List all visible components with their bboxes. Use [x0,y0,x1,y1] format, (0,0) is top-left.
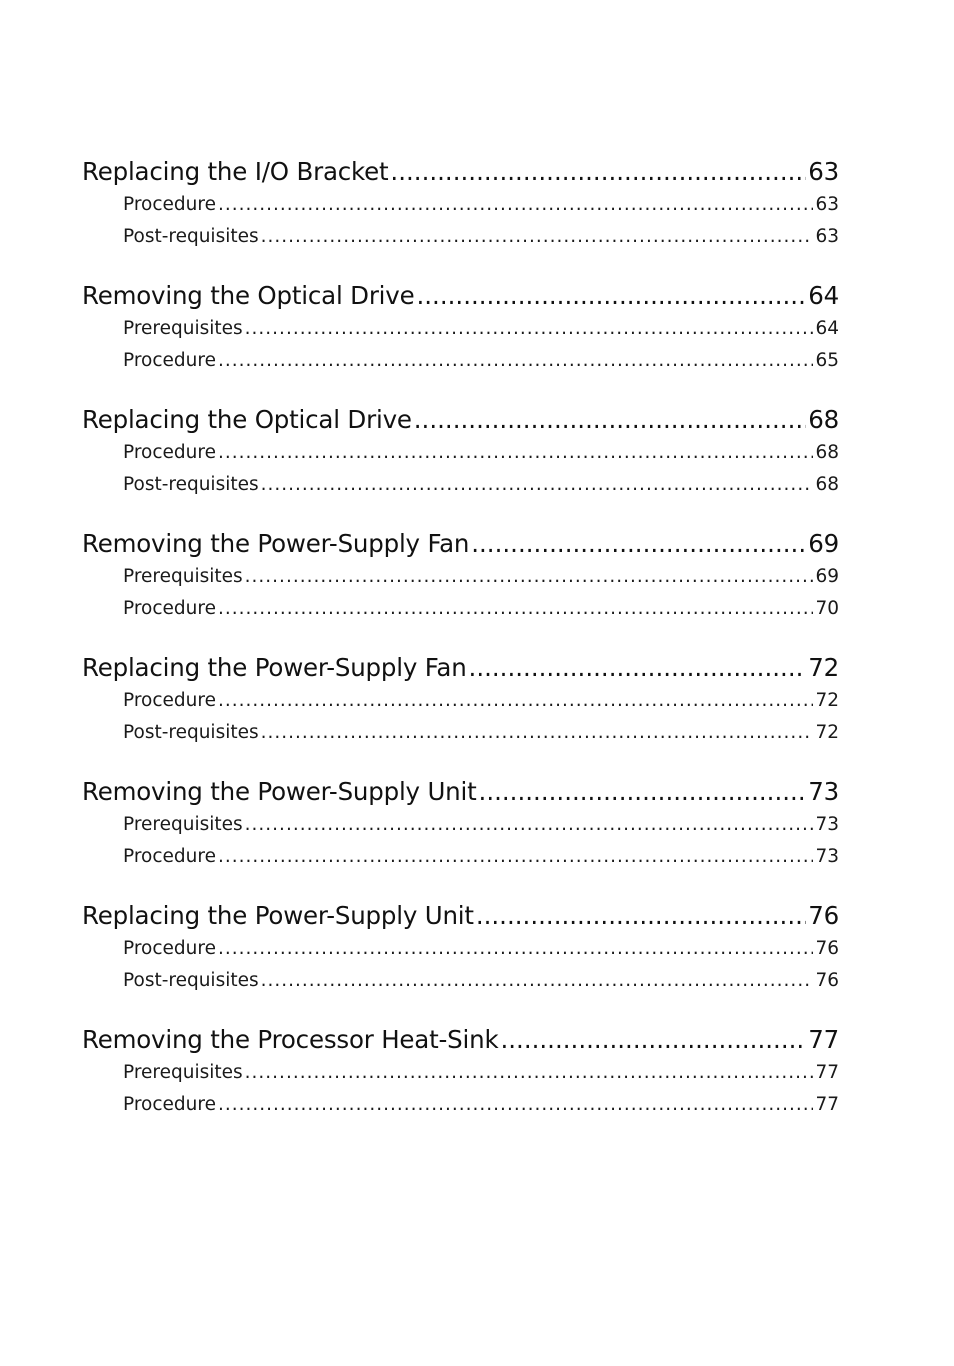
subentry-page-number: 70 [815,598,839,619]
subentry-page-number: 76 [815,938,839,959]
toc-subentry[interactable] [82,1089,839,1121]
chapter-page-number: 68 [808,405,839,434]
toc-section [82,155,839,253]
dot-leader [218,841,814,873]
toc-section [82,651,839,749]
chapter-page-number: 72 [808,653,839,682]
subentry-label: Procedure [123,598,216,619]
subentry-label: Prerequisites [123,1062,243,1083]
toc-subentry[interactable] [82,437,839,469]
dot-leader [218,1089,814,1121]
chapter-title: Removing the Optical Drive [82,281,415,310]
toc-section [82,899,839,997]
subentry-page-number: 68 [815,474,839,495]
toc-chapter-entry[interactable] [82,279,839,313]
subentry-label: Prerequisites [123,566,243,587]
toc-subentry[interactable] [82,561,839,593]
toc-subentry[interactable] [82,221,839,253]
subentry-label: Post-requisites [123,970,259,991]
toc-subentry[interactable] [82,189,839,221]
subentry-label: Procedure [123,690,216,711]
subentry-label: Post-requisites [123,722,259,743]
chapter-page-number: 73 [808,777,839,806]
toc-section [82,403,839,501]
dot-leader [261,717,814,749]
subentry-page-number: 77 [815,1094,839,1115]
toc-chapter-entry[interactable] [82,775,839,809]
toc-section [82,775,839,873]
chapter-title: Replacing the Optical Drive [82,405,412,434]
chapter-title: Removing the Power-Supply Fan [82,529,470,558]
dot-leader [218,593,814,625]
dot-leader [218,437,814,469]
subentry-label: Prerequisites [123,318,243,339]
subentry-page-number: 76 [815,970,839,991]
subentry-page-number: 72 [815,722,839,743]
dot-leader [414,403,806,437]
table-of-contents [82,155,839,1147]
toc-subentry[interactable] [82,809,839,841]
subentry-page-number: 69 [815,566,839,587]
dot-leader [261,469,814,501]
dot-leader [416,279,806,313]
subentry-page-number: 63 [815,226,839,247]
toc-chapter-entry[interactable] [82,1023,839,1057]
toc-section [82,279,839,377]
toc-chapter-entry[interactable] [82,651,839,685]
toc-subentry[interactable] [82,717,839,749]
subentry-page-number: 65 [815,350,839,371]
chapter-page-number: 77 [808,1025,839,1054]
dot-leader [261,221,814,253]
toc-subentry[interactable] [82,593,839,625]
dot-leader [245,313,814,345]
dot-leader [218,345,814,377]
toc-subentry[interactable] [82,933,839,965]
chapter-title: Removing the Processor Heat-Sink [82,1025,499,1054]
toc-subentry[interactable] [82,1057,839,1089]
toc-subentry[interactable] [82,841,839,873]
chapter-title: Removing the Power-Supply Unit [82,777,477,806]
dot-leader [390,155,806,189]
toc-chapter-entry[interactable] [82,155,839,189]
subentry-label: Post-requisites [123,226,259,247]
subentry-label: Procedure [123,194,216,215]
dot-leader [469,651,807,685]
toc-section [82,527,839,625]
dot-leader [245,1057,814,1089]
dot-leader [261,965,814,997]
subentry-label: Post-requisites [123,474,259,495]
toc-chapter-entry[interactable] [82,899,839,933]
dot-leader [479,775,807,809]
toc-subentry[interactable] [82,345,839,377]
toc-subentry[interactable] [82,685,839,717]
subentry-label: Procedure [123,350,216,371]
dot-leader [476,899,806,933]
subentry-page-number: 64 [815,318,839,339]
chapter-page-number: 76 [808,901,839,930]
dot-leader [245,809,814,841]
toc-subentry[interactable] [82,469,839,501]
chapter-page-number: 63 [808,157,839,186]
subentry-label: Procedure [123,846,216,867]
chapter-title: Replacing the Power-Supply Fan [82,653,467,682]
dot-leader [471,527,806,561]
dot-leader [218,933,814,965]
subentry-label: Procedure [123,442,216,463]
subentry-label: Procedure [123,1094,216,1115]
chapter-title: Replacing the I/O Bracket [82,157,389,186]
toc-subentry[interactable] [82,313,839,345]
subentry-label: Procedure [123,938,216,959]
subentry-page-number: 73 [815,814,839,835]
dot-leader [218,685,814,717]
subentry-page-number: 73 [815,846,839,867]
toc-chapter-entry[interactable] [82,403,839,437]
chapter-title: Replacing the Power-Supply Unit [82,901,474,930]
subentry-page-number: 77 [815,1062,839,1083]
subentry-label: Prerequisites [123,814,243,835]
dot-leader [245,561,814,593]
subentry-page-number: 68 [815,442,839,463]
toc-section [82,1023,839,1121]
subentry-page-number: 63 [815,194,839,215]
chapter-page-number: 64 [808,281,839,310]
subentry-page-number: 72 [815,690,839,711]
toc-subentry[interactable] [82,965,839,997]
dot-leader [500,1023,806,1057]
toc-chapter-entry[interactable] [82,527,839,561]
chapter-page-number: 69 [808,529,839,558]
dot-leader [218,189,814,221]
